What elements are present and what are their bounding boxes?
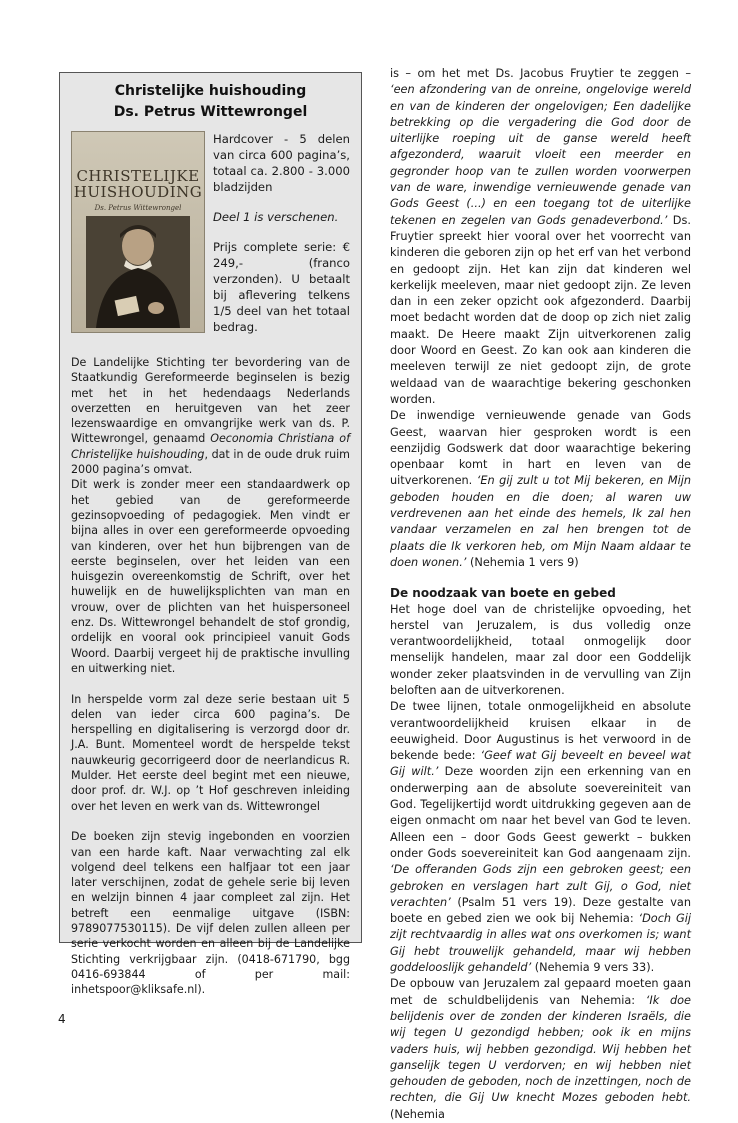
book-cover-image [71,131,205,333]
publication-status: Deel 1 is verschenen. [213,210,339,224]
article-paragraph-1: is – om het met Ds. Jacobus Fruytier te zeggen – ‘een afzondering van de onreine, ongelovige wereld en van de kinderen der ongelovigen; Een dadelijke betrekking op die vergadering die God door de uiterlijke roeping uit de ganse wereld heeft afgezonderd, waaruit vloeit een meerder en gegronder hoop van te zullen worden voorwerpen van de ware, inwendige vernieuwende genade van Gods Geest (...) en een toegang tot de uiterlijke tekenen en zegelen van Gods genadeverbond.’ Ds. Fruytier spreekt hier vooral over het voorrecht van kinderen die geboren zijn op het erf van het verbond en gedoopt zijn. Het kan zijn dat kinderen wel kerkelijk meeleven, maar niet gedoopt zijn. Ze leven dan in een zeker opzicht ook afgezonderd. Daarbij moet bedacht worden dat de doop op zich niet zalig maakt. De Heere maakt Zijn uitverkorenen zalig door Woord en Geest. Zo kan ook aan kinderen die meeleven terwijl ze niet gedoopt zijn, de grote weldaad van de waarachtige bekering geschonken worden. [390,67,691,406]
book-details [213,131,350,335]
article-column [390,66,691,1123]
cover-title: CHRISTELIJKE HUISHOUDING [73,167,203,201]
cover-subtitle: Ds. Petrus Wittewrongel [94,204,182,212]
box-paragraph-1: De Landelijke Stichting ter bevordering van de Staatkundig Gereformeerde beginselen is bezig met het in het hedendaags Nederlands overzetten en heruitgeven van het zeer lezenswaardige en omvangrijke werk van ds. P. Wittewrongel, genaamd Oeconomia Christiana of Christelijke huishouding, dat in de oude druk ruim 2000 pagina’s omvat. [71,356,350,477]
box-paragraph-4: De boeken zijn stevig ingebonden en voorzien van een harde kaft. Naar verwachting zal elk volgend deel telkens een halfjaar tot een jaar later verschijnen, zodat de gehele serie bij leven en welzijn binnen 4 jaar compleet zal zijn. Het betreft een eenmalige uitgave (ISBN: 9789077530115). De vijf delen zullen alleen per serie verkocht worden en alleen bij de Landelijke Stichting verkrijgbaar zijn. (0418-671790, bgg 0416-693844 of per mail: inhetspoor@kliksafe.nl). [71,830,350,997]
price-info: Prijs complete serie: € 249,- (franco verzonden). U betaalt bij aflevering telkens 1/5 deel van het totaal bedrag. [213,240,350,334]
box-paragraph-2: Dit werk is zonder meer een standaardwerk op het gebied van de gereformeerde gezinsopvoeding of pedagogiek. Men vindt er bijna alles in over een gereformeerde opvoeding van kinderen, over het hun bijbrengen van de eerste beginselen, over het leiden van een huisgezin overeenkomstig de Schrift, over het huwelijk en de huwelijksplichten van man en vrouw, over de plichten van het huispersoneel enz. Ds. Wittewrongel behandelt de stof grondig, ordelijk en vooral ook principieel vanuit Gods Woord. Daarbij vergeet hij de praktische invulling en uitwerking niet. [71,478,350,675]
article-paragraph-3: Het hoge doel van de christelijke opvoeding, het herstel van Jeruzalem, is dus volledig onze verantwoordelijkheid, totaal onmogelijk door menselijk handelen, maar zal door een Goddelijk wonder zeker plaatsvinden in de vervulling van Zijn beloften aan de uitverkorenen. [390,602,691,697]
article-paragraph-5: De opbouw van Jeruzalem zal gepaard moeten gaan met de schuldbelijdenis van Nehemia: ‘Ik doe belijdenis over de zonden der kinderen Israëls, die wij tegen U gezondigd hebben; ook ik en mijns vaders huis, wij hebben gezondigd. Wij hebben het ganselijk tegen U verdorven; en wij hebben niet gehouden de geboden, noch de inzettingen, noch de rechten, die Gij Uw knecht Mozes geboden hebt. (Nehemia [390,977,691,1121]
article-paragraph-2: De inwendige vernieuwende genade van Gods Geest, waarvan hier gesproken wordt is een eenzijdig Godswerk dat door waarachtige bekering openbaar komt in hart en leven van de uitverkorenen. ‘En gij zult u tot Mij bekeren, en Mijn geboden houden en die doen; al waren uw verdrevenen aan het einde des hemels, Ik zal hen vandaar verzamelen en zal hen brengen tot de plaats die Ik verkoren heb, om Mijn Naam aldaar te doen wonen.’ (Nehemia 1 vers 9) [390,409,692,569]
book-format: Hardcover - 5 delen van circa 600 pagina’s, totaal ca. 2.800 - 3.000 bladzijden [213,132,350,194]
box-body-text [71,355,350,997]
article-paragraph-4: De twee lijnen, totale onmogelijkheid en absolute verantwoordelijkheid kruisen elkaar in de eeuwigheid. Door Augustinus is het verwoord in de bekende bede: ‘Geef wat Gij beveelt en beveel wat Gij wilt.’ Deze woorden zijn een erkenning van en onderwerping aan de absolute soevereiniteit van God. Tegelijkertijd wordt uitdrukking gegeven aan de eigen onmacht om naar het bevel van God te leven. Alleen een – door Gods Geest gewerkt – bukken onder Gods soevereiniteit kan God aangenaam zijn. ‘De offeranden Gods zijn een gebroken geest; een gebroken en verslagen hart zult Gij, o God, niet verachten’ (Psalm 51 vers 19). Deze gestalte van boete en gebed zien we ook bij Nehemia: ‘Doch Gij zijt rechtvaardig in alles wat ons overkomen is; want Gij hebt trouwelijk gehandeld, maar wij hebben goddelooslijk gehandeld’ (Nehemia 9 vers 33). [390,700,691,975]
page-number: 4 [58,1012,66,1026]
section-heading: De noodzaak van boete en gebed [390,586,616,601]
box-paragraph-3: In herspelde vorm zal deze serie bestaan uit 5 delen van ieder circa 600 pagina’s. De herspelling en digitalisering is verzorgd door dr. J.A. Bunt. Momenteel wordt de herspelde tekst nauwkeurig gecorrigeerd door de neerlandicus R. Mulder. Het eerste deel begint met een nieuwe, door prof. dr. W.J. op ’t Hof geschreven inleiding over het leven en werk van ds. Wittewrongel [71,692,350,813]
book-info-row [71,131,350,335]
portrait-illustration [86,216,190,328]
box-title: Christelijke huishouding Ds. Petrus Wittewrongel [113,83,308,120]
book-announcement-box [59,72,362,997]
